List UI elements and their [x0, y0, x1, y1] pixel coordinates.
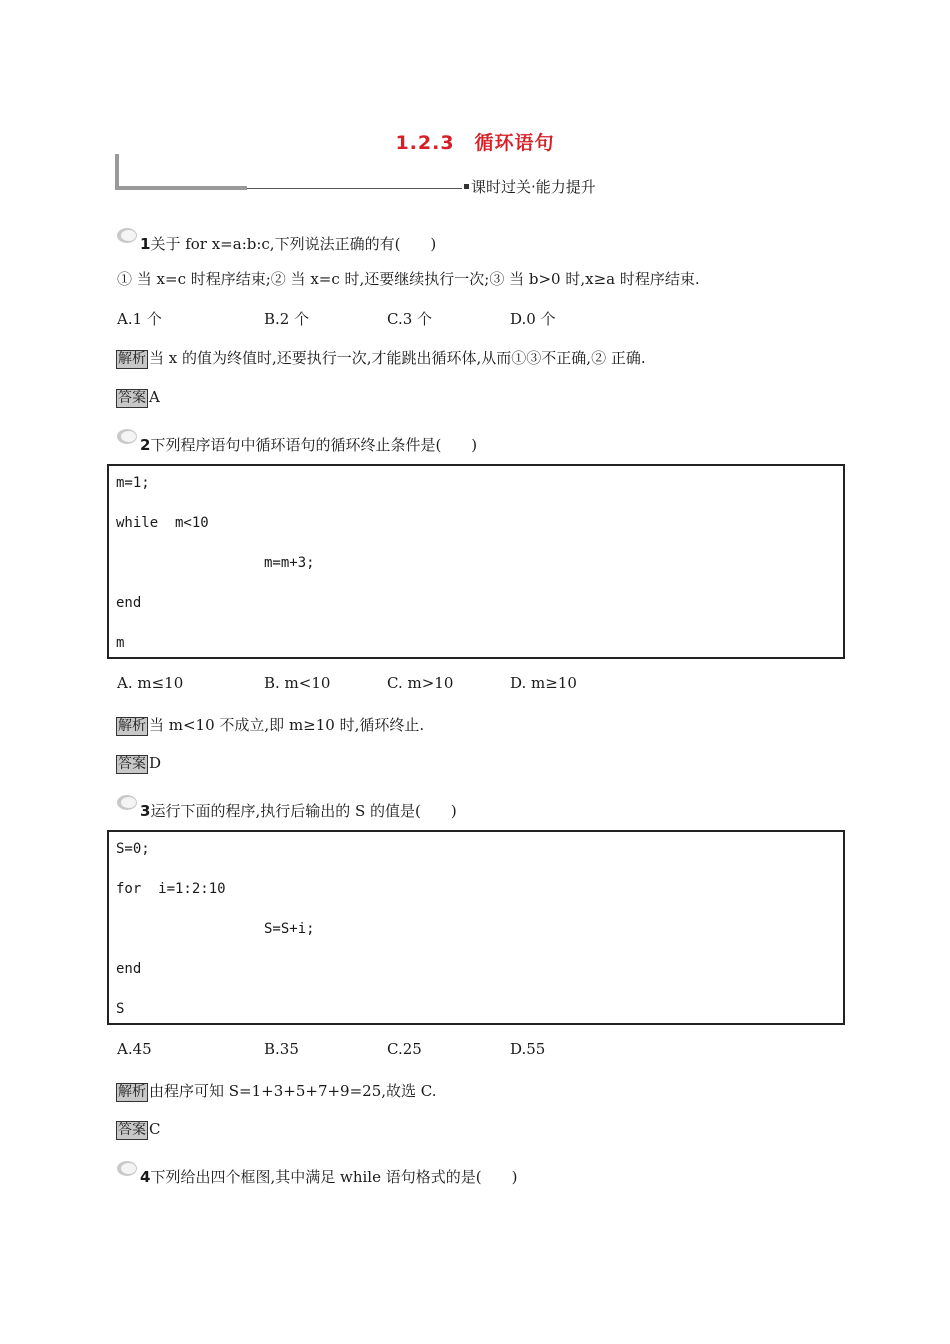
code-line: m=m+3; — [264, 555, 315, 571]
option-c: C.3 个 — [387, 310, 433, 328]
code-line: end — [116, 961, 142, 977]
code-line: end — [116, 595, 142, 611]
code-box — [107, 830, 845, 1025]
code-line: S=0; — [116, 841, 150, 857]
code-line: m=1; — [116, 475, 150, 491]
question-text: 关于 for x=a:b:c,下列说法正确的有( ) — [150, 235, 437, 253]
analysis-row — [116, 1080, 437, 1102]
question-icon — [117, 429, 139, 445]
question-1-statement: ① 当 x=c 时程序结束;② 当 x=c 时,还要继续执行一次;③ 当 b>0 时,x≥a 时程序结束. — [117, 270, 700, 288]
section-label: 课时过关·能力提升 — [471, 178, 596, 196]
section-marker — [464, 184, 469, 189]
question-text: 下列程序语句中循环语句的循环终止条件是( ) — [150, 436, 478, 454]
question-4-stem — [140, 1166, 517, 1187]
analysis-tag: 解析 — [118, 718, 146, 734]
question-icon — [117, 1161, 139, 1177]
option-a: A.45 — [117, 1040, 152, 1058]
question-3-stem — [140, 800, 457, 821]
question-text: 运行下面的程序,执行后输出的 S 的值是( ) — [150, 802, 457, 820]
option-c: C.25 — [387, 1040, 422, 1058]
question-number: 4 — [140, 1168, 151, 1186]
analysis-text: 当 x 的值为终值时,还要执行一次,才能跳出循环体,从而①③不正确,② 正确. — [149, 349, 646, 367]
answer-row — [116, 754, 161, 774]
option-d: D. m≥10 — [510, 674, 577, 692]
answer-text: C — [149, 1120, 161, 1138]
section-bracket — [115, 154, 119, 190]
analysis-text: 由程序可知 S=1+3+5+7+9=25,故选 C. — [149, 1082, 437, 1100]
section-divider — [247, 188, 462, 189]
question-number: 1 — [140, 235, 151, 253]
option-a: A. m≤10 — [117, 674, 184, 692]
answer-tag: 答案 — [118, 390, 146, 406]
option-b: B.35 — [264, 1040, 299, 1058]
option-b: B. m<10 — [264, 674, 331, 692]
option-a: A.1 个 — [117, 310, 162, 328]
analysis-text: 当 m<10 不成立,即 m≥10 时,循环终止. — [149, 716, 425, 734]
page-title: 1.2.3 循环语句 — [395, 132, 555, 154]
option-b: B.2 个 — [264, 310, 310, 328]
question-icon — [117, 795, 139, 811]
code-line: for i=1:2:10 — [116, 881, 226, 897]
answer-tag: 答案 — [118, 756, 146, 772]
question-1-stem — [140, 233, 436, 254]
option-d: D.55 — [510, 1040, 546, 1058]
answer-text: D — [149, 754, 162, 772]
code-line: S=S+i; — [264, 921, 315, 937]
question-2-stem — [140, 434, 477, 455]
code-box — [107, 464, 845, 659]
section-bracket-bar — [115, 186, 247, 190]
code-line: while m<10 — [116, 515, 209, 531]
question-icon — [117, 228, 139, 244]
analysis-row — [116, 347, 646, 369]
question-number: 3 — [140, 802, 151, 820]
analysis-tag: 解析 — [118, 1084, 146, 1100]
answer-text: A — [149, 388, 160, 406]
question-text: 下列给出四个框图,其中满足 while 语句格式的是( ) — [150, 1168, 518, 1186]
answer-row — [116, 1120, 160, 1140]
answer-tag: 答案 — [118, 1122, 146, 1138]
analysis-row — [116, 714, 424, 736]
answer-row — [116, 388, 160, 408]
analysis-tag: 解析 — [118, 351, 146, 367]
option-c: C. m>10 — [387, 674, 454, 692]
code-line: m — [116, 635, 125, 651]
code-line: S — [116, 1001, 125, 1017]
option-d: D.0 个 — [510, 310, 556, 328]
question-number: 2 — [140, 436, 151, 454]
